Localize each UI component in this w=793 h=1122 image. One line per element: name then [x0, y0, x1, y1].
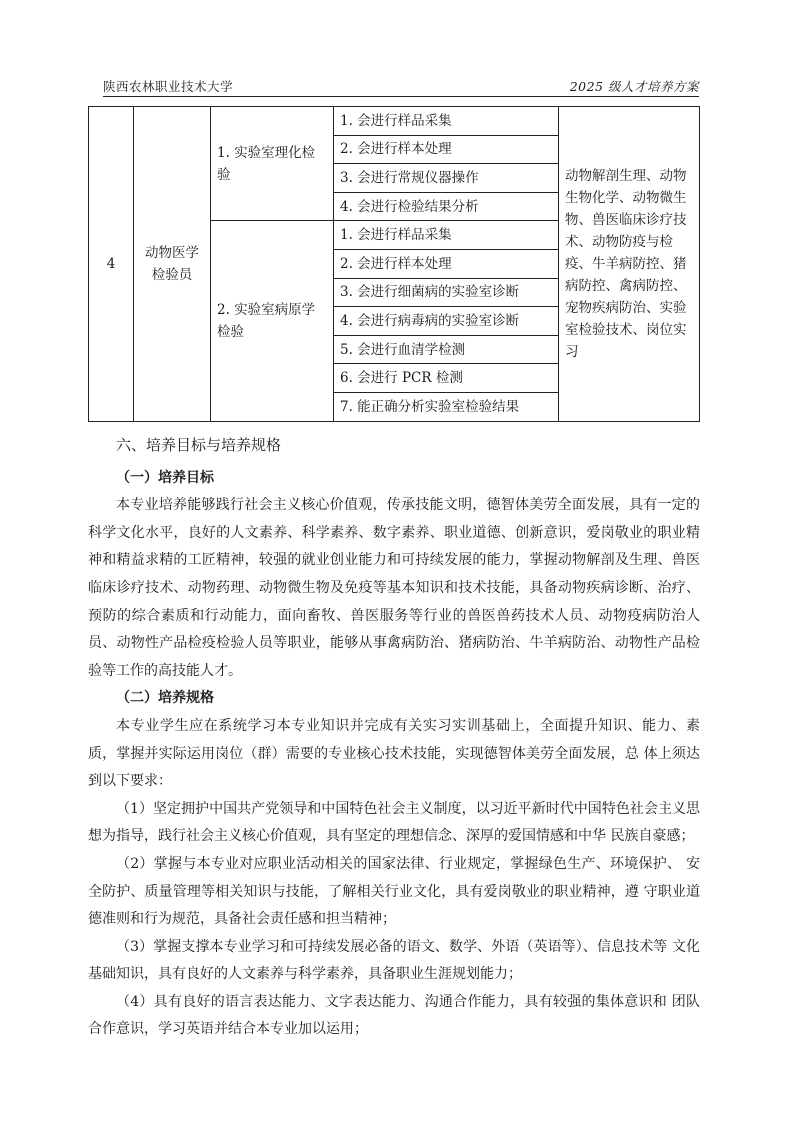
ability-item: 3. 会进行细菌病的实验室诊断	[334, 278, 559, 307]
goal-heading: （一）培养目标	[116, 469, 214, 486]
page-header	[103, 74, 699, 96]
ability-item: 1. 会进行样品采集	[334, 221, 559, 250]
header-document-title: 2025 级人才培养方案	[569, 79, 699, 94]
section-title: 六、培养目标与培养规格	[116, 436, 282, 454]
spec-intro-paragraph: 本专业学生应在系统学习本专业知识并完成有关实习实训基础上，全面提升知识、能力、素质，掌握并实际运用岗位（群）需要的专业核心技术技能，实现德智体美劳全面发展，总 体上须达到以下要求：	[88, 717, 700, 790]
spec-item: （1）坚定拥护中国共产党领导和中国特色社会主义制度，以习近平新时代中国特色社会主义思想为指导，践行社会主义核心价值观，具有坚定的理想信念、深厚的爱国情感和中华 民族自豪感；	[88, 800, 700, 845]
ability-item: 2. 会进行样本处理	[334, 249, 559, 278]
ability-item: 6. 会进行 PCR 检测	[334, 364, 559, 393]
job-role: 动物医学检验员	[134, 107, 211, 422]
ability-item: 5. 会进行血清学检测	[334, 335, 559, 364]
ability-item: 1. 会进行样品采集	[334, 107, 559, 136]
spec-heading: （二）培养规格	[116, 690, 214, 707]
goal-paragraph: 本专业培养能够践行社会主义核心价值观，传承技能文明，德智体美劳全面发展，具有一定的科学文化水平，良好的人文素养、科学素养、数字素养、职业道德、创新意识，爱岗敬业的职业精神和精益求精的工匠精神，较强的就业创业能力和可持续发展的能力，掌握动物解剖及生理、兽医临床诊疗技术、动物药理、动物微生物及免疫等基本知识和技术技能，具备动物疾病诊断、治疗、预防的综合素质和行动能力，面向畜牧、兽医服务等行业的兽医兽药技术人员、动物疫病防治人员、动物性产品检疫检验人员等职业，能够从事禽病防治、猪病防治、牛羊病防治、动物性产品检验等工作的高技能人才。	[88, 497, 700, 679]
table-row	[89, 107, 700, 136]
ability-item: 4. 会进行病毒病的实验室诊断	[334, 307, 559, 336]
job-ability-table	[88, 106, 700, 422]
spec-item: （3）掌握支撑本专业学习和可持续发展必备的语文、数学、外语（英语等）、信息技术等 文化基础知识，具有良好的人文素养与科学素养，具备职业生涯规划能力；	[88, 938, 700, 983]
header-divider	[103, 96, 699, 97]
spec-item: （4）具有良好的语言表达能力、文字表达能力、沟通合作能力，具有较强的集体意识和 团队合作意识，学习英语并结合本专业加以运用；	[88, 993, 700, 1038]
spec-item: （2）掌握与本专业对应职业活动相关的国家法律、行业规定，掌握绿色生产、环境保护、 安全防护、质量管理等相关知识与技能，了解相关行业文化，具有爱岗敬业的职业精神，遵 守职业道德准则和行为规范，具备社会责任感和担当精神；	[88, 855, 700, 928]
work-task: 1. 实验室理化检验	[211, 107, 334, 221]
header-school-name: 陕西农林职业技术大学	[103, 79, 234, 94]
row-number: 4	[89, 107, 134, 422]
ability-item: 7. 能正确分析实验室检验结果	[334, 392, 559, 421]
ability-item: 3. 会进行常规仪器操作	[334, 164, 559, 193]
work-task: 2. 实验室病原学检验	[211, 221, 334, 421]
body-content	[88, 432, 700, 1044]
ability-item: 2. 会进行样本处理	[334, 135, 559, 164]
ability-item: 4. 会进行检验结果分析	[334, 192, 559, 221]
course-list: 动物解剖生理、动物生物化学、动物微生物、兽医临床诊疗技术、动物防疫与检疫、牛羊病防控、猪病防控、禽病防控、宠物疾病防治、实验室检验技术、岗位实习	[559, 107, 700, 422]
